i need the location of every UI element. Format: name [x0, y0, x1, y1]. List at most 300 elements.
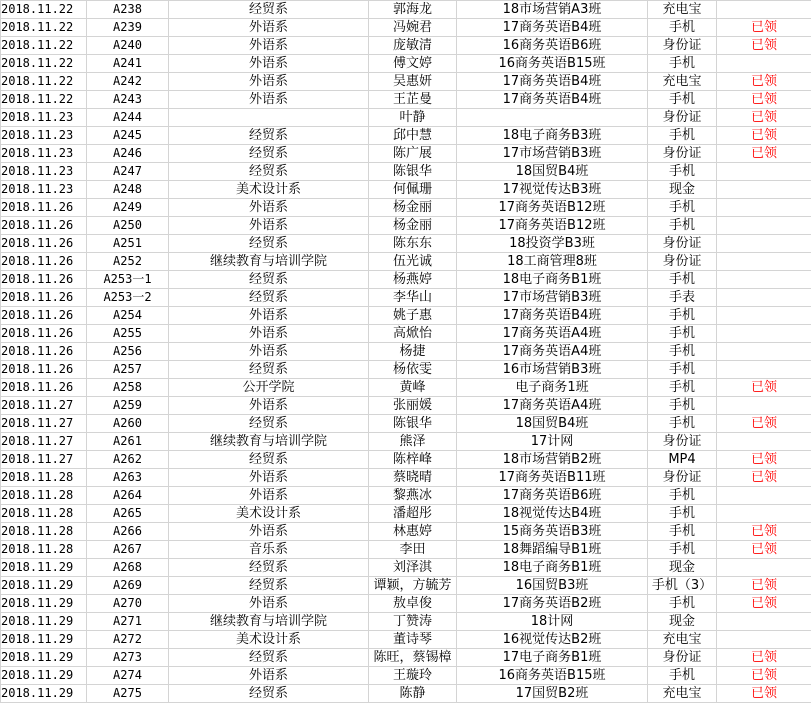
department-cell[interactable]: 经贸系	[169, 451, 369, 469]
class-cell[interactable]: 17计网	[457, 433, 648, 451]
status-cell[interactable]	[717, 253, 811, 271]
class-cell[interactable]: 17商务英语B12班	[457, 217, 648, 235]
item-cell[interactable]: 身份证	[648, 145, 717, 163]
code-cell[interactable]: A258	[87, 379, 169, 397]
department-cell[interactable]: 经贸系	[169, 577, 369, 595]
status-cell[interactable]: 已领	[717, 685, 811, 703]
status-cell[interactable]: 已领	[717, 145, 811, 163]
table-row	[1, 163, 811, 181]
date-cell[interactable]: 2018.11.26	[1, 361, 87, 379]
department-cell[interactable]: 经贸系	[169, 685, 369, 703]
table-row	[1, 181, 811, 199]
name-cell[interactable]: 杨捷	[369, 343, 457, 361]
status-cell[interactable]	[717, 487, 811, 505]
department-cell[interactable]: 外语系	[169, 343, 369, 361]
code-cell[interactable]: A244	[87, 109, 169, 127]
code-cell[interactable]: A238	[87, 1, 169, 19]
status-cell[interactable]: 已领	[717, 37, 811, 55]
code-cell[interactable]: A252	[87, 253, 169, 271]
date-cell[interactable]: 2018.11.26	[1, 217, 87, 235]
name-cell[interactable]: 陈银华	[369, 415, 457, 433]
date-cell[interactable]: 2018.11.26	[1, 379, 87, 397]
department-cell[interactable]: 经贸系	[169, 1, 369, 19]
code-cell[interactable]: A256	[87, 343, 169, 361]
item-cell[interactable]: MP4	[648, 451, 717, 469]
status-cell[interactable]	[717, 55, 811, 73]
department-cell[interactable]: 外语系	[169, 19, 369, 37]
status-cell[interactable]: 已领	[717, 73, 811, 91]
name-cell[interactable]: 敖卓俊	[369, 595, 457, 613]
code-cell[interactable]: A257	[87, 361, 169, 379]
date-cell[interactable]: 2018.11.22	[1, 73, 87, 91]
department-cell[interactable]: 外语系	[169, 325, 369, 343]
code-cell[interactable]: A250	[87, 217, 169, 235]
status-cell[interactable]: 已领	[717, 19, 811, 37]
item-cell[interactable]: 身份证	[648, 433, 717, 451]
name-cell[interactable]: 冯婉君	[369, 19, 457, 37]
department-cell[interactable]: 外语系	[169, 307, 369, 325]
table-row	[1, 505, 811, 523]
code-cell[interactable]: A273	[87, 649, 169, 667]
name-cell[interactable]: 陈东东	[369, 235, 457, 253]
table-row	[1, 1, 811, 19]
item-cell[interactable]: 手机	[648, 379, 717, 397]
item-cell[interactable]: 手机	[648, 667, 717, 685]
status-cell[interactable]: 已领	[717, 667, 811, 685]
department-cell[interactable]: 外语系	[169, 217, 369, 235]
table-row	[1, 55, 811, 73]
item-cell[interactable]: 身份证	[648, 37, 717, 55]
date-cell[interactable]: 2018.11.26	[1, 199, 87, 217]
class-cell[interactable]: 18国贸B4班	[457, 163, 648, 181]
code-cell[interactable]: A246	[87, 145, 169, 163]
item-cell[interactable]: 手机	[648, 55, 717, 73]
table-row	[1, 325, 811, 343]
table-body	[1, 1, 811, 703]
status-cell[interactable]: 已领	[717, 109, 811, 127]
name-cell[interactable]: 郭海龙	[369, 1, 457, 19]
date-cell[interactable]: 2018.11.22	[1, 91, 87, 109]
code-cell[interactable]: A264	[87, 487, 169, 505]
department-cell[interactable]: 经贸系	[169, 361, 369, 379]
date-cell[interactable]: 2018.11.29	[1, 685, 87, 703]
item-cell[interactable]: 手机	[648, 271, 717, 289]
table-row	[1, 37, 811, 55]
department-cell[interactable]	[169, 109, 369, 127]
class-cell[interactable]: 17商务英语B12班	[457, 199, 648, 217]
date-cell[interactable]: 2018.11.23	[1, 163, 87, 181]
status-cell[interactable]: 已领	[717, 127, 811, 145]
date-cell[interactable]: 2018.11.22	[1, 55, 87, 73]
date-cell[interactable]: 2018.11.28	[1, 523, 87, 541]
date-cell[interactable]: 2018.11.29	[1, 559, 87, 577]
date-cell[interactable]: 2018.11.28	[1, 541, 87, 559]
item-cell[interactable]: 现金	[648, 559, 717, 577]
class-cell[interactable]: 17商务英语A4班	[457, 325, 648, 343]
code-cell[interactable]: A271	[87, 613, 169, 631]
class-cell[interactable]: 17市场营销B3班	[457, 145, 648, 163]
table-row	[1, 217, 811, 235]
department-cell[interactable]: 美术设计系	[169, 631, 369, 649]
status-cell[interactable]: 已领	[717, 649, 811, 667]
class-cell[interactable]: 18舞蹈编导B1班	[457, 541, 648, 559]
department-cell[interactable]: 继续教育与培训学院	[169, 253, 369, 271]
class-cell[interactable]: 16市场营销B3班	[457, 361, 648, 379]
department-cell[interactable]: 音乐系	[169, 541, 369, 559]
status-cell[interactable]: 已领	[717, 379, 811, 397]
code-cell[interactable]: A255	[87, 325, 169, 343]
table-row	[1, 487, 811, 505]
code-cell[interactable]: A265	[87, 505, 169, 523]
table-row	[1, 307, 811, 325]
class-cell[interactable]: 18视觉传达B4班	[457, 505, 648, 523]
class-cell[interactable]: 16国贸B3班	[457, 577, 648, 595]
item-cell[interactable]: 充电宝	[648, 1, 717, 19]
class-cell[interactable]	[457, 109, 648, 127]
code-cell[interactable]: A240	[87, 37, 169, 55]
status-cell[interactable]	[717, 307, 811, 325]
table-row	[1, 361, 811, 379]
status-cell[interactable]: 已领	[717, 577, 811, 595]
name-cell[interactable]: 吴惠妍	[369, 73, 457, 91]
name-cell[interactable]: 伍光诚	[369, 253, 457, 271]
date-cell[interactable]: 2018.11.26	[1, 325, 87, 343]
class-cell[interactable]: 18国贸B4班	[457, 415, 648, 433]
name-cell[interactable]: 叶静	[369, 109, 457, 127]
department-cell[interactable]: 经贸系	[169, 271, 369, 289]
class-cell[interactable]: 18电子商务B1班	[457, 271, 648, 289]
department-cell[interactable]: 经贸系	[169, 649, 369, 667]
item-cell[interactable]: 手机	[648, 541, 717, 559]
department-cell[interactable]: 外语系	[169, 469, 369, 487]
class-cell[interactable]: 18投资学B3班	[457, 235, 648, 253]
code-cell[interactable]: A247	[87, 163, 169, 181]
table-row	[1, 685, 811, 703]
date-cell[interactable]: 2018.11.23	[1, 145, 87, 163]
status-cell[interactable]: 已领	[717, 541, 811, 559]
class-cell[interactable]: 16商务英语B15班	[457, 55, 648, 73]
name-cell[interactable]: 邱中慧	[369, 127, 457, 145]
code-cell[interactable]: A253一2	[87, 289, 169, 307]
code-cell[interactable]: A251	[87, 235, 169, 253]
table-row	[1, 235, 811, 253]
name-cell[interactable]: 陈广展	[369, 145, 457, 163]
code-cell[interactable]: A266	[87, 523, 169, 541]
status-cell[interactable]	[717, 181, 811, 199]
status-cell[interactable]: 已领	[717, 415, 811, 433]
name-cell[interactable]: 王芷曼	[369, 91, 457, 109]
class-cell[interactable]: 17商务英语B6班	[457, 487, 648, 505]
department-cell[interactable]: 经贸系	[169, 145, 369, 163]
department-cell[interactable]: 外语系	[169, 37, 369, 55]
class-cell[interactable]: 18电子商务B3班	[457, 127, 648, 145]
department-cell[interactable]: 公开学院	[169, 379, 369, 397]
status-cell[interactable]	[717, 199, 811, 217]
item-cell[interactable]: 充电宝	[648, 685, 717, 703]
class-cell[interactable]: 17市场营销B3班	[457, 289, 648, 307]
department-cell[interactable]: 外语系	[169, 523, 369, 541]
item-cell[interactable]: 手表	[648, 289, 717, 307]
item-cell[interactable]: 身份证	[648, 235, 717, 253]
code-cell[interactable]: A270	[87, 595, 169, 613]
date-cell[interactable]: 2018.11.26	[1, 235, 87, 253]
code-cell[interactable]: A254	[87, 307, 169, 325]
name-cell[interactable]: 傅文婷	[369, 55, 457, 73]
class-cell[interactable]: 17电子商务B1班	[457, 649, 648, 667]
name-cell[interactable]: 黎燕冰	[369, 487, 457, 505]
table-row	[1, 73, 811, 91]
name-cell[interactable]: 陈旺，蔡锡樟	[369, 649, 457, 667]
status-cell[interactable]	[717, 217, 811, 235]
item-cell[interactable]: 身份证	[648, 649, 717, 667]
code-cell[interactable]: A248	[87, 181, 169, 199]
status-cell[interactable]	[717, 505, 811, 523]
name-cell[interactable]: 陈静	[369, 685, 457, 703]
status-cell[interactable]	[717, 613, 811, 631]
item-cell[interactable]: 手机	[648, 217, 717, 235]
code-cell[interactable]: A260	[87, 415, 169, 433]
class-cell[interactable]: 17商务英语B4班	[457, 73, 648, 91]
status-cell[interactable]: 已领	[717, 523, 811, 541]
class-cell[interactable]: 17商务英语B2班	[457, 595, 648, 613]
status-cell[interactable]	[717, 163, 811, 181]
table-row	[1, 631, 811, 649]
status-cell[interactable]	[717, 325, 811, 343]
name-cell[interactable]: 杨金丽	[369, 199, 457, 217]
name-cell[interactable]: 杨燕婷	[369, 271, 457, 289]
code-cell[interactable]: A261	[87, 433, 169, 451]
item-cell[interactable]: 现金	[648, 613, 717, 631]
class-cell[interactable]: 17商务英语A4班	[457, 343, 648, 361]
date-cell[interactable]: 2018.11.29	[1, 595, 87, 613]
code-cell[interactable]: A263	[87, 469, 169, 487]
department-cell[interactable]: 继续教育与培训学院	[169, 433, 369, 451]
date-cell[interactable]: 2018.11.23	[1, 127, 87, 145]
item-cell[interactable]: 手机	[648, 361, 717, 379]
department-cell[interactable]: 经贸系	[169, 559, 369, 577]
status-cell[interactable]	[717, 289, 811, 307]
table-row	[1, 559, 811, 577]
status-cell[interactable]: 已领	[717, 451, 811, 469]
date-cell[interactable]: 2018.11.26	[1, 343, 87, 361]
date-cell[interactable]: 2018.11.29	[1, 667, 87, 685]
name-cell[interactable]: 黄峰	[369, 379, 457, 397]
code-cell[interactable]: A269	[87, 577, 169, 595]
item-cell[interactable]: 手机	[648, 397, 717, 415]
date-cell[interactable]: 2018.11.29	[1, 649, 87, 667]
table-row	[1, 199, 811, 217]
item-cell[interactable]: 手机	[648, 91, 717, 109]
class-cell[interactable]: 17商务英语B4班	[457, 19, 648, 37]
class-cell[interactable]: 17商务英语B4班	[457, 307, 648, 325]
name-cell[interactable]: 蔡晓晴	[369, 469, 457, 487]
item-cell[interactable]: 手机	[648, 163, 717, 181]
item-cell[interactable]: 充电宝	[648, 73, 717, 91]
name-cell[interactable]: 潘超彤	[369, 505, 457, 523]
name-cell[interactable]: 谭颖，方毓芳	[369, 577, 457, 595]
name-cell[interactable]: 陈银华	[369, 163, 457, 181]
table-row	[1, 595, 811, 613]
item-cell[interactable]: 现金	[648, 181, 717, 199]
status-cell[interactable]	[717, 433, 811, 451]
date-cell[interactable]: 2018.11.28	[1, 505, 87, 523]
item-cell[interactable]: 手机	[648, 19, 717, 37]
name-cell[interactable]: 李华山	[369, 289, 457, 307]
status-cell[interactable]	[717, 343, 811, 361]
date-cell[interactable]: 2018.11.26	[1, 289, 87, 307]
department-cell[interactable]: 经贸系	[169, 415, 369, 433]
item-cell[interactable]: 手机	[648, 343, 717, 361]
department-cell[interactable]: 外语系	[169, 73, 369, 91]
class-cell[interactable]: 18市场营销A3班	[457, 1, 648, 19]
status-cell[interactable]	[717, 361, 811, 379]
class-cell[interactable]: 16商务英语B15班	[457, 667, 648, 685]
department-cell[interactable]: 经贸系	[169, 289, 369, 307]
code-cell[interactable]: A267	[87, 541, 169, 559]
class-cell[interactable]: 18电子商务B1班	[457, 559, 648, 577]
class-cell[interactable]: 17视觉传达B3班	[457, 181, 648, 199]
code-cell[interactable]: A241	[87, 55, 169, 73]
date-cell[interactable]: 2018.11.27	[1, 397, 87, 415]
department-cell[interactable]: 外语系	[169, 667, 369, 685]
class-cell[interactable]: 18市场营销B2班	[457, 451, 648, 469]
date-cell[interactable]: 2018.11.22	[1, 19, 87, 37]
code-cell[interactable]: A242	[87, 73, 169, 91]
item-cell[interactable]: 手机	[648, 523, 717, 541]
date-cell[interactable]: 2018.11.28	[1, 469, 87, 487]
name-cell[interactable]: 杨金丽	[369, 217, 457, 235]
name-cell[interactable]: 陈梓峰	[369, 451, 457, 469]
date-cell[interactable]: 2018.11.29	[1, 631, 87, 649]
department-cell[interactable]: 外语系	[169, 595, 369, 613]
class-cell[interactable]: 17国贸B2班	[457, 685, 648, 703]
name-cell[interactable]: 王璇玲	[369, 667, 457, 685]
code-cell[interactable]: A243	[87, 91, 169, 109]
class-cell[interactable]: 18工商管理8班	[457, 253, 648, 271]
date-cell[interactable]: 2018.11.22	[1, 1, 87, 19]
item-cell[interactable]: 身份证	[648, 253, 717, 271]
item-cell[interactable]: 手机	[648, 325, 717, 343]
name-cell[interactable]: 张丽媛	[369, 397, 457, 415]
class-cell[interactable]: 16视觉传达B2班	[457, 631, 648, 649]
code-cell[interactable]: A253一1	[87, 271, 169, 289]
code-cell[interactable]: A275	[87, 685, 169, 703]
status-cell[interactable]	[717, 1, 811, 19]
date-cell[interactable]: 2018.11.26	[1, 271, 87, 289]
item-cell[interactable]: 手机	[648, 199, 717, 217]
status-cell[interactable]	[717, 559, 811, 577]
status-cell[interactable]: 已领	[717, 595, 811, 613]
class-cell[interactable]: 15商务英语B3班	[457, 523, 648, 541]
department-cell[interactable]: 继续教育与培训学院	[169, 613, 369, 631]
department-cell[interactable]: 经贸系	[169, 127, 369, 145]
department-cell[interactable]: 外语系	[169, 199, 369, 217]
date-cell[interactable]: 2018.11.29	[1, 613, 87, 631]
date-cell[interactable]: 2018.11.26	[1, 253, 87, 271]
date-cell[interactable]: 2018.11.26	[1, 307, 87, 325]
class-cell[interactable]: 电子商务1班	[457, 379, 648, 397]
item-cell[interactable]: 手机	[648, 487, 717, 505]
department-cell[interactable]: 外语系	[169, 91, 369, 109]
table-row	[1, 433, 811, 451]
date-cell[interactable]: 2018.11.28	[1, 487, 87, 505]
date-cell[interactable]: 2018.11.23	[1, 181, 87, 199]
item-cell[interactable]: 身份证	[648, 469, 717, 487]
status-cell[interactable]	[717, 271, 811, 289]
name-cell[interactable]: 杨依雯	[369, 361, 457, 379]
status-cell[interactable]: 已领	[717, 91, 811, 109]
date-cell[interactable]: 2018.11.22	[1, 37, 87, 55]
name-cell[interactable]: 姚子惠	[369, 307, 457, 325]
department-cell[interactable]: 美术设计系	[169, 505, 369, 523]
department-cell[interactable]: 外语系	[169, 397, 369, 415]
class-cell[interactable]: 17商务英语B11班	[457, 469, 648, 487]
code-cell[interactable]: A268	[87, 559, 169, 577]
code-cell[interactable]: A245	[87, 127, 169, 145]
table-row	[1, 253, 811, 271]
department-cell[interactable]: 经贸系	[169, 235, 369, 253]
item-cell[interactable]: 充电宝	[648, 631, 717, 649]
date-cell[interactable]: 2018.11.27	[1, 415, 87, 433]
class-cell[interactable]: 16商务英语B6班	[457, 37, 648, 55]
name-cell[interactable]: 高焮怡	[369, 325, 457, 343]
department-cell[interactable]: 外语系	[169, 487, 369, 505]
class-cell[interactable]: 17商务英语A4班	[457, 397, 648, 415]
department-cell[interactable]: 经贸系	[169, 163, 369, 181]
code-cell[interactable]: A249	[87, 199, 169, 217]
item-cell[interactable]: 手机	[648, 307, 717, 325]
name-cell[interactable]: 刘泽淇	[369, 559, 457, 577]
name-cell[interactable]: 丁赞涛	[369, 613, 457, 631]
code-cell[interactable]: A274	[87, 667, 169, 685]
table-row	[1, 145, 811, 163]
date-cell[interactable]: 2018.11.23	[1, 109, 87, 127]
code-cell[interactable]: A262	[87, 451, 169, 469]
status-cell[interactable]	[717, 631, 811, 649]
class-cell[interactable]: 17商务英语B4班	[457, 91, 648, 109]
table-row	[1, 109, 811, 127]
item-cell[interactable]: 身份证	[648, 109, 717, 127]
department-cell[interactable]: 美术设计系	[169, 181, 369, 199]
name-cell[interactable]: 林惠婷	[369, 523, 457, 541]
code-cell[interactable]: A272	[87, 631, 169, 649]
status-cell[interactable]	[717, 235, 811, 253]
code-cell[interactable]: A239	[87, 19, 169, 37]
item-cell[interactable]: 手机	[648, 595, 717, 613]
table-row	[1, 667, 811, 685]
table-row	[1, 649, 811, 667]
item-cell[interactable]: 手机	[648, 127, 717, 145]
name-cell[interactable]: 李田	[369, 541, 457, 559]
name-cell[interactable]: 熊泽	[369, 433, 457, 451]
date-cell[interactable]: 2018.11.29	[1, 577, 87, 595]
name-cell[interactable]: 何佩珊	[369, 181, 457, 199]
status-cell[interactable]	[717, 397, 811, 415]
table-row	[1, 469, 811, 487]
class-cell[interactable]: 18计网	[457, 613, 648, 631]
name-cell[interactable]: 庞敏清	[369, 37, 457, 55]
code-cell[interactable]: A259	[87, 397, 169, 415]
item-cell[interactable]: 手机	[648, 505, 717, 523]
date-cell[interactable]: 2018.11.27	[1, 451, 87, 469]
department-cell[interactable]: 外语系	[169, 55, 369, 73]
name-cell[interactable]: 董诗琴	[369, 631, 457, 649]
date-cell[interactable]: 2018.11.27	[1, 433, 87, 451]
item-cell[interactable]: 手机	[648, 415, 717, 433]
item-cell[interactable]: 手机（3）	[648, 577, 717, 595]
table-row	[1, 379, 811, 397]
status-cell[interactable]: 已领	[717, 469, 811, 487]
